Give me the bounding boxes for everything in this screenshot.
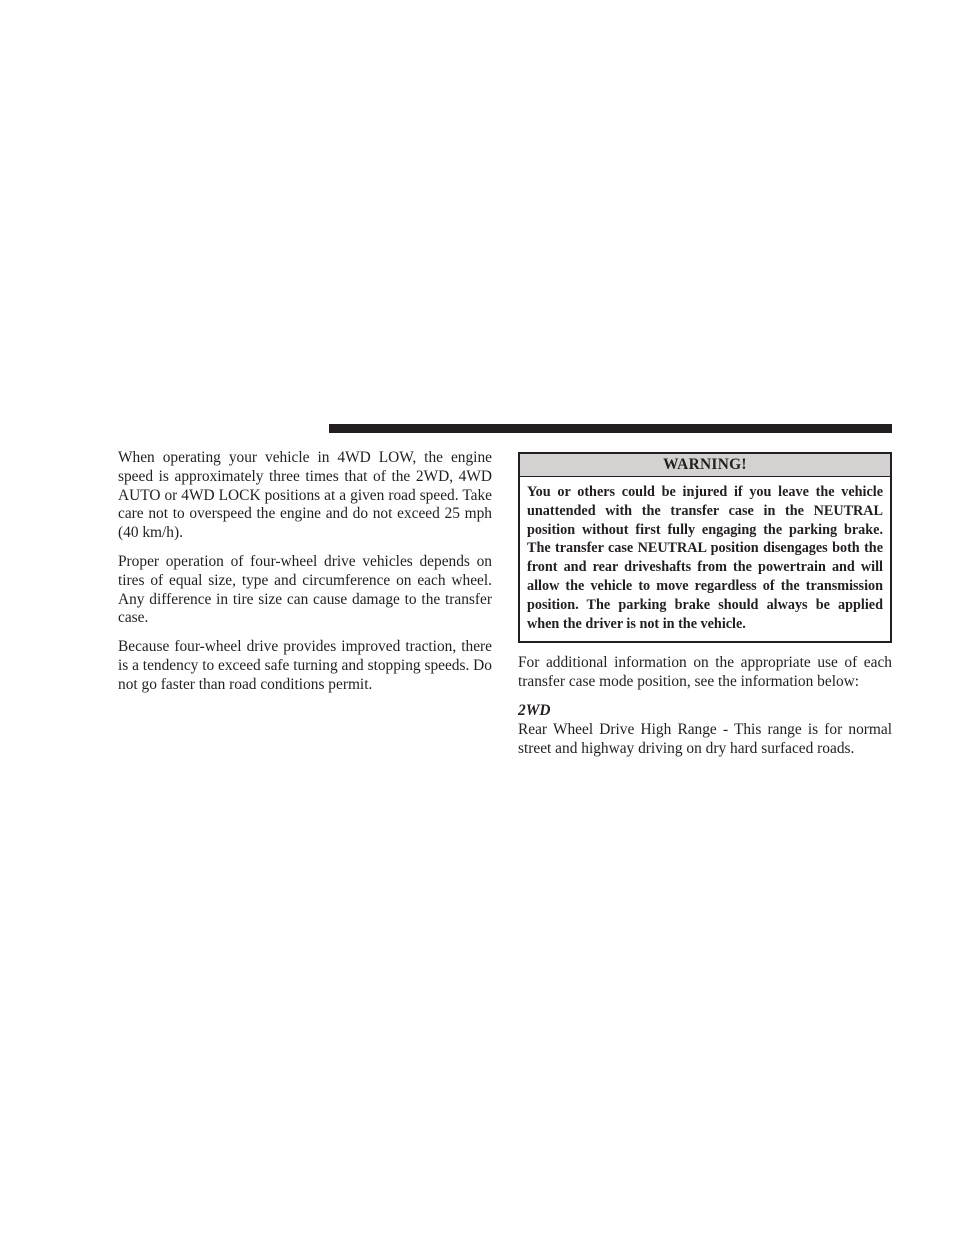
header-rule <box>329 424 892 433</box>
right-column <box>518 452 892 768</box>
paragraph-2wd: Rear Wheel Drive High Range - This range is for normal street and highway driving on dry hard surfaced roads. <box>518 720 892 757</box>
warning-box <box>518 452 892 643</box>
warning-title: WARNING! <box>520 454 890 477</box>
paragraph-4wd-low: When operating your vehicle in 4WD LOW, the engine speed is approximately three times that of the 2WD, 4WD AUTO or 4WD LOCK positions at a given road speed. Take care not to overspeed the engine and do not exceed 25 mph (40 km/h). <box>118 449 492 542</box>
left-column <box>118 449 492 705</box>
paragraph-tire-size: Proper operation of four-wheel drive vehicles depends on tires of equal size, type and circumference on each wheel. Any difference in tire size can cause damage to the transfer case. <box>118 552 492 627</box>
warning-text: You or others could be injured if you leave the vehicle unattended with the transfer case in the NEUTRAL position without first fully engaging the parking brake. The transfer case NEUTRAL position disengages both the front and rear driveshafts from the powertrain and will allow the vehicle to move regardless of the transmission position. The parking brake should always be applied when the driver is not in the vehicle. <box>527 484 883 632</box>
section-title-2wd: 2WD <box>518 701 551 719</box>
paragraph-traction: Because four-wheel drive provides improved traction, there is a tendency to exceed safe turning and stopping speeds. Do not go faster than road conditions permit. <box>118 638 492 693</box>
paragraph-additional-info: For additional information on the appropriate use of each transfer case mode position, see the information below: <box>518 654 892 691</box>
